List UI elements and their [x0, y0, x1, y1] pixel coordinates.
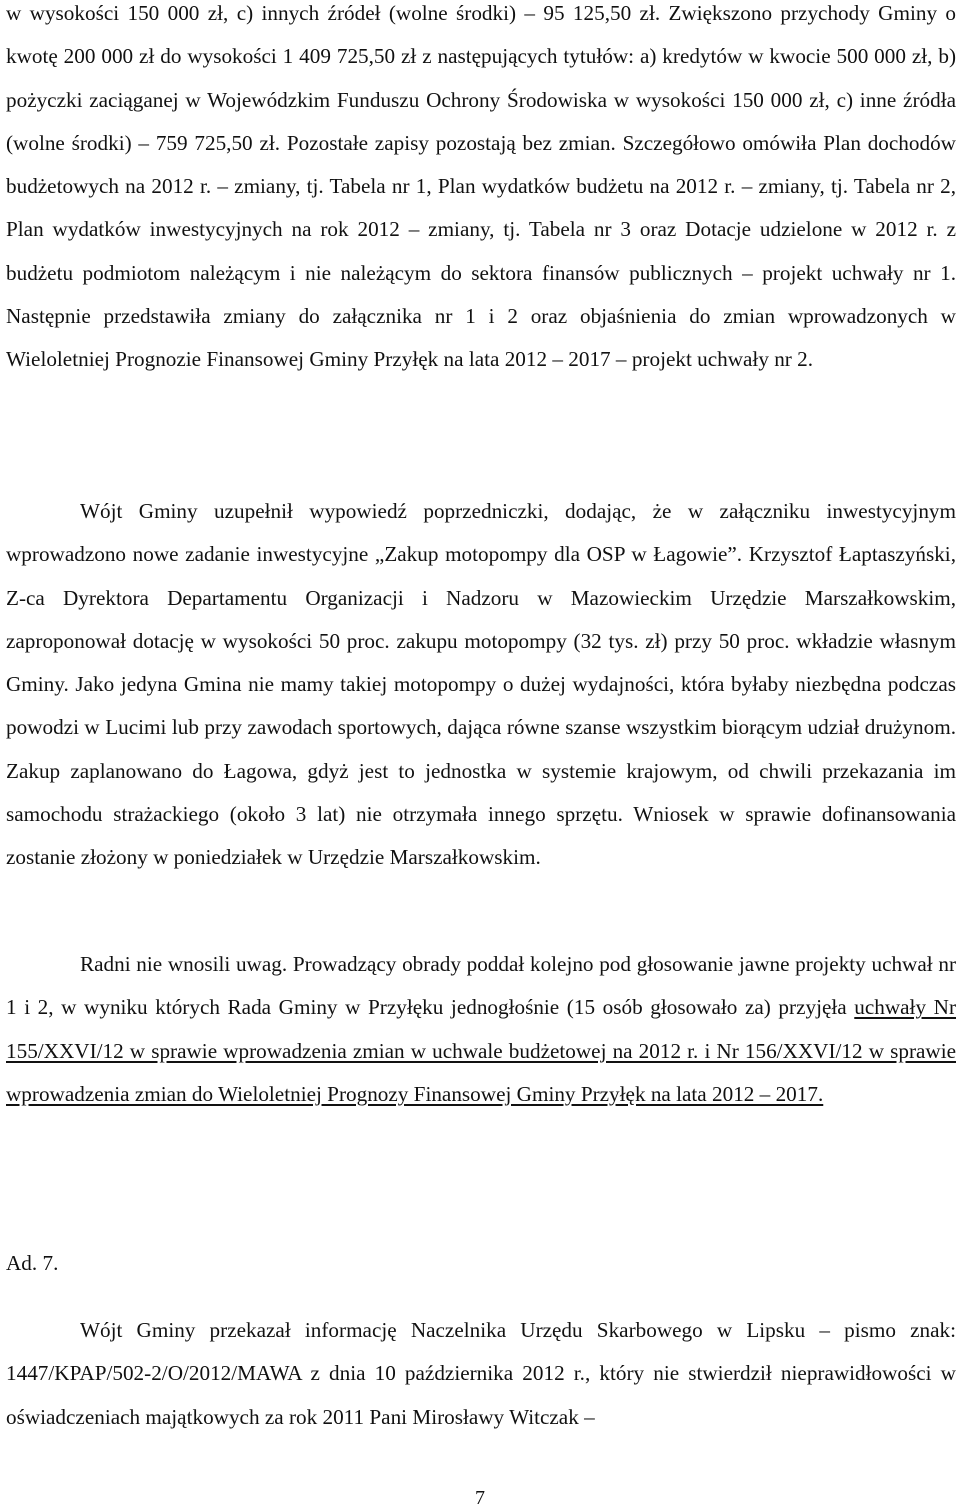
paragraph-voting-resolutions: [6, 943, 956, 1116]
page-number: 7: [475, 1487, 485, 1509]
voting-text: Radni nie wnosili uwag. Prowadzący obrady poddał kolejno pod głosowanie jawne projekty uchwał nr 1 i 2, w wyniku których Rada Gminy w Przyłęku jednogłośnie (15 osób głosowało za) przyjęła: [6, 952, 956, 1020]
paragraph-wojt-motopompa: Wójt Gminy uzupełnił wypowiedź poprzedniczki, dodając, że w załączniku inwestycyjnym wprowadzono nowe zadanie inwestycyjne „Zakup motopompy dla OSP w Łagowie”. Krzysztof Łaptaszyński, Z-ca Dyrektora Departamentu Organizacji i Nadzoru w Mazowieckim Urzędzie Marszałkowskim, zaproponował dotację w wysokości 50 proc. zakupu motopompy (32 tys. zł) przy 50 proc. wkładzie własnym Gminy. Jako jedyna Gmina nie mamy takiej motopompy o dużej wydajności, która byłaby niezbędna podczas powodzi w Lucimi lub przy zawodach sportowych, dająca równe szanse wszystkim biorącym udział drużynom. Zakup zaplanowano do Łagowa, gdyż jest to jednostka w systemie krajowym, od chwili przekazania im samochodu strażackiego (około 3 lat) nie otrzymała innego sprzętu. Wniosek w sprawie dofinansowania zostanie złożony w poniedziałek w Urzędzie Marszałkowskim.: [6, 499, 956, 870]
paragraph-tax-office-info: Wójt Gminy przekazał informację Naczelnika Urzędu Skarbowego w Lipsku – pismo znak: 1447/KPAP/502-2/O/2012/MAWA z dnia 10 października 2012 r., który nie stwierdził nieprawidłowości w oświadczeniach majątkowych za rok 2011 Pani Mirosławy Witczak –: [6, 1318, 956, 1429]
paragraph-budget-changes: w wysokości 150 000 zł, c) innych źródeł (wolne środki) – 95 125,50 zł. Zwiększono przychody Gminy o kwotę 200 000 zł do wysokości 1 409 725,50 zł z następujących tytułów: a) kredytów w kwocie 500 000 zł, b) pożyczki zaciąganej w Wojewódzkim Funduszu Ochrony Środowiska w wysokości 150 000 zł, c) inne źródła (wolne środki) – 759 725,50 zł. Pozostałe zapisy pozostają bez zmian. Szczegółowo omówiła Plan dochodów budżetowych na 2012 r. – zmiany, tj. Tabela nr 1, Plan wydatków budżetu na 2012 r. – zmiany, tj. Tabela nr 2, Plan wydatków inwestycyjnych na rok 2012 – zmiany, tj. Tabela nr 3 oraz Dotacje udzielone w 2012 r. z budżetu podmiotom należącym i nie należącym do sektora finansów publicznych – projekt uchwały nr 1. Następnie przedstawiła zmiany do załącznika nr 1 i 2 oraz objaśnienia do zmian wprowadzonych w Wieloletniej Prognozie Finansowej Gminy Przyłęk na lata 2012 – 2017 – projekt uchwały nr 2.: [6, 1, 956, 372]
resolutions-underlined-text: uchwały Nr 155/XXVI/12 w sprawie wprowadzenia zmian w uchwale budżetowej na 2012 r. i Nr 156/XXVI/12 w sprawie wprowadzenia zmian do Wieloletniej Prognozy Finansowej Gminy Przyłęk na lata 2012 – 2017.: [6, 995, 956, 1106]
section-heading-ad7: Ad. 7.: [6, 1251, 59, 1275]
